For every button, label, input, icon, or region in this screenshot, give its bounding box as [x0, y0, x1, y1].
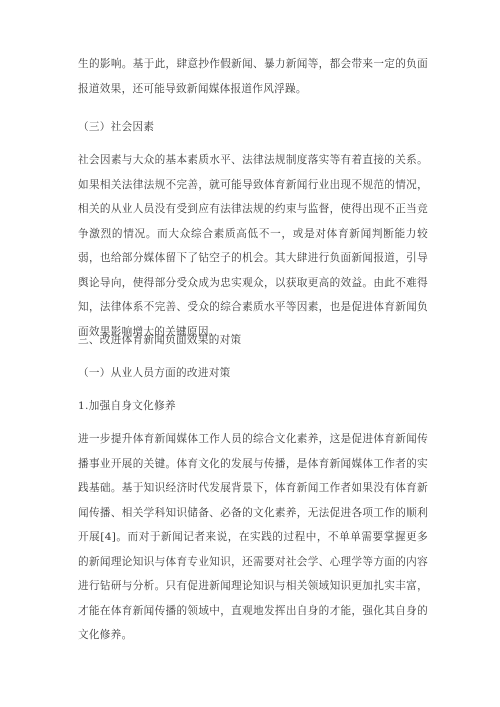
heading-staff-improvements: （一）从业人员方面的改进对策: [78, 367, 231, 379]
paragraph-cultural-cultivation: 进一步提升体育新闻媒体工作人员的综合文化素养，这是促进体育新闻传播事业开展的关键。体育文化的发展与传播，是体育新闻媒体工作者的实践基础。基于知识经济时代发展背景下，体育新闻工作者如果没有体育新闻传播、相关学科知识储备、必备的文化素养，无法促进各项工作的顺利开展[4]。而对于新闻记者来说，在实践的过程中，不单单需要掌握更多的新闻理论知识与体育专业知识，还需要对社会学、心理学等方面的内容进行钻研与分析。只有促进新闻理论知识与相关领域知识更加扎实丰富，才能在体育新闻传播的领域中，直观地发挥出自身的才能，强化其自身的文化修养。: [78, 433, 428, 641]
paragraph-social-factors: 社会因素与大众的基本素质水平、法律法规制度落实等有着直接的关系。如果相关法律法规不完善，就可能导致体育新闻行业出现不规范的情况，相关的从业人员没有受到应有法律法规的约束与监督，使得出现不正当竞争激烈的情况。而大众综合素质高低不一，或是对体育新闻判断能力较弱，也给部分媒体留下了钻空子的机会。其大肆进行负面新闻报道，引导舆论导向，使得部分受众成为忠实观众，以获取更高的效益。由此不难得知，法律体系不完善、受众的综合素质水平等因素，也是促进体育新闻负面效果影响增大的关键原因。: [78, 154, 428, 338]
paragraph-negative-impact: 生的影响。基于此，肆意抄作假新闻、暴力新闻等，都会带来一定的负面报道效果，还可能导致新闻媒体报道作风浮躁。: [78, 58, 428, 95]
heading-cultural-cultivation: 1.加强自身文化修养: [78, 400, 176, 412]
heading-section-countermeasures: 三、改进体育新闻负面效果的对策: [78, 334, 242, 346]
heading-social-factors: （三）社会因素: [78, 121, 155, 133]
